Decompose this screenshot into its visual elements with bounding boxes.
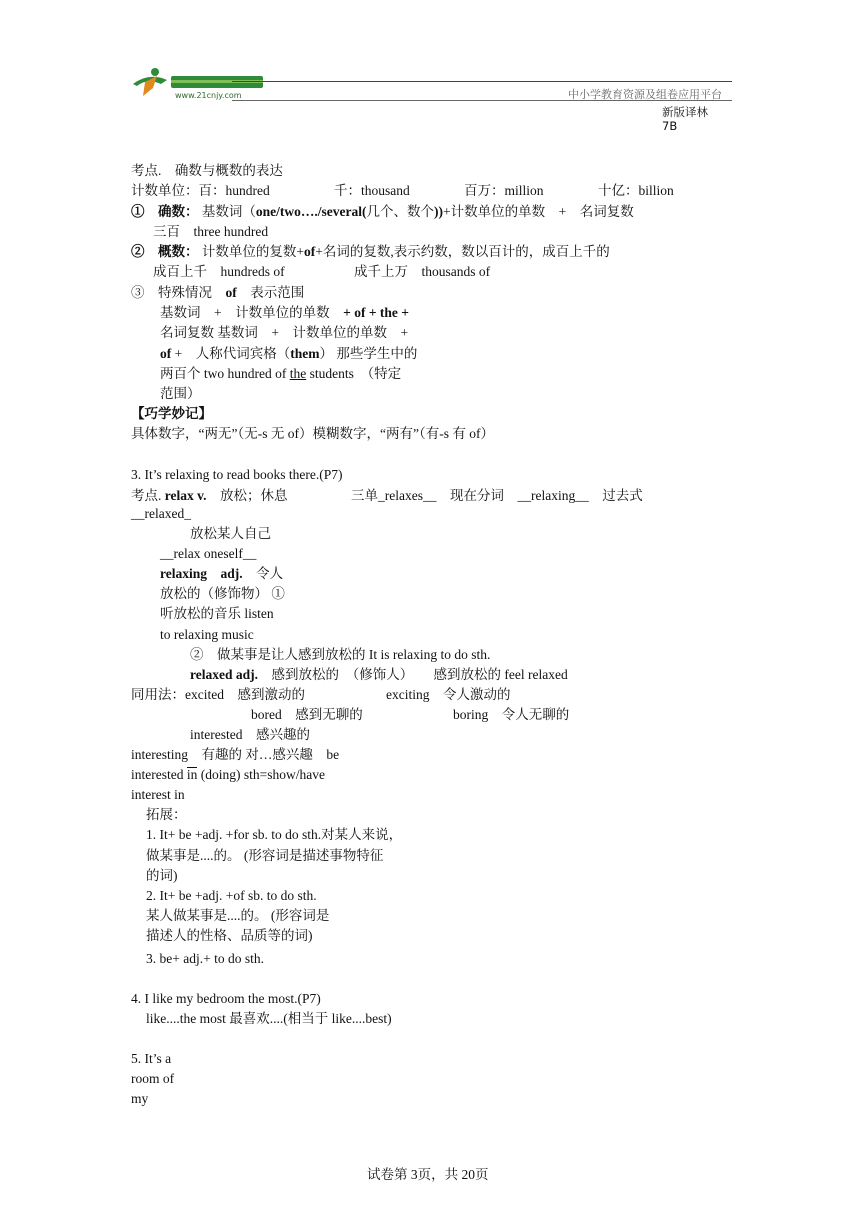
unit-thousand: 千：thousand	[334, 183, 410, 198]
extension-heading: 拓展：	[146, 807, 187, 822]
interest-in: interest in	[131, 787, 185, 802]
relax-oneself-meaning: 放松某人自己	[190, 526, 271, 541]
item3-sentence: 3. It’s relaxing to read books there.(P7)	[131, 467, 343, 482]
item5-line1: 5. It’s a	[131, 1051, 172, 1066]
topic-heading: 考点. 确数与概数的表达	[131, 163, 283, 178]
approx-example-hundreds: 成百上千 hundreds of	[153, 264, 285, 279]
unit-line	[131, 182, 270, 200]
excited-usage: 同用法：excited 感到激动的	[131, 687, 305, 702]
special-case-line2: 名词复数 基数词 + 计数单位的单数 +	[160, 325, 409, 340]
extension-rule1-line3: 的词)	[146, 868, 178, 883]
exciting-usage: exciting 令人激动的	[386, 687, 511, 702]
extension-rule2-line2: 某人做某事是....的。 (形容词是	[146, 908, 330, 923]
interested-in-usage: interested in (doing) sth=show/have	[131, 767, 325, 782]
special-case-example-end: 范围）	[160, 386, 201, 401]
edition-label: 新版译林	[662, 105, 708, 119]
logo-url: www.21cnjy.com	[175, 91, 242, 100]
platform-text: 中小学教育资源及组卷应用平台	[568, 88, 722, 101]
interesting-usage: interesting 有趣的 对…感兴趣 be	[131, 747, 340, 762]
unit-million: 百万：million	[464, 183, 544, 198]
extension-rule2-line3: 描述人的性格、品质等的词)	[146, 928, 313, 943]
page-footer: 试卷第 3页，共 20页	[367, 1167, 489, 1182]
21cnjy-logo	[127, 66, 267, 102]
special-case-heading: ③ 特殊情况 of 表示范围	[131, 285, 305, 300]
boring-usage: boring 令人无聊的	[453, 707, 570, 722]
special-case-line3: of + 人称代词宾格（them） 那些学生中的	[160, 346, 418, 361]
item4-note: like....the most 最喜欢....(相当于 like....best)	[146, 1011, 392, 1026]
unit-hundred: 计数单位：百：hundred	[131, 183, 270, 198]
item5-line2: room of	[131, 1071, 175, 1086]
relaxing-example1-end: to relaxing music	[160, 627, 254, 642]
bored-usage: bored 感到无聊的	[251, 707, 363, 722]
special-case-example: 两百个 two hundred of the students （特定	[160, 366, 402, 381]
grade-label: 7B	[662, 119, 678, 133]
approx-number-rule: ② 概数： 计数单位的复数+of+名词的复数,表示约数，数以百计的，成百上千的	[131, 244, 610, 259]
extension-rule2: 2. It+ be +adj. +of sb. to do sth.	[146, 888, 317, 903]
relaxing-example1: 听放松的音乐 listen	[160, 606, 274, 621]
extension-rule1: 1. It+ be +adj. +for sb. to do sth.对某人来说，	[146, 827, 403, 842]
memory-tip-text: 具体数字，“两无”（无-s 无 of）模糊数字，“两有”（有-s 有 of）	[131, 426, 494, 441]
exact-number-rule: ① 确数： 基数词（one/two…./several(几个、数个))+计数单位的单数 + 名词复数	[131, 204, 634, 219]
unit-billion: 十亿：billion	[598, 183, 674, 198]
relax-definition: 考点. relax v. 放松；休息	[131, 488, 288, 503]
special-case-line1: 基数词 + 计数单位的单数 + of + the +	[160, 305, 409, 320]
extension-rule1-line2: 做某事是....的。 (形容词是描述事物特征	[146, 848, 384, 863]
relaxing-adj: relaxing adj. 令人	[160, 566, 284, 581]
relax-forms: 三单_relaxes__ 现在分词 __relaxing__ 过去式	[351, 488, 643, 503]
relaxing-meaning: 放松的（修饰物） ①	[160, 586, 285, 601]
extension-rule3: 3. be+ adj.+ to do sth.	[146, 951, 264, 966]
memory-tip-heading: 【巧学妙记】	[131, 406, 212, 421]
relax-past-form: __relaxed_	[131, 506, 191, 521]
approx-example-thousands: 成千上万 thousands of	[354, 264, 491, 279]
relax-oneself: __relax oneself__	[160, 546, 257, 561]
exact-number-example: 三百 three hundred	[153, 224, 269, 239]
interested-usage: interested 感兴趣的	[190, 727, 310, 742]
item4-sentence: 4. I like my bedroom the most.(P7)	[131, 991, 321, 1006]
header-rule	[232, 81, 732, 82]
item5-line3: my	[131, 1091, 149, 1106]
relaxing-example2: ② 做某事是让人感到放松的 It is relaxing to do sth.	[190, 647, 491, 662]
relaxed-adj: relaxed adj. 感到放松的 （修饰人） 感到放松的 feel relaxed	[190, 667, 568, 682]
